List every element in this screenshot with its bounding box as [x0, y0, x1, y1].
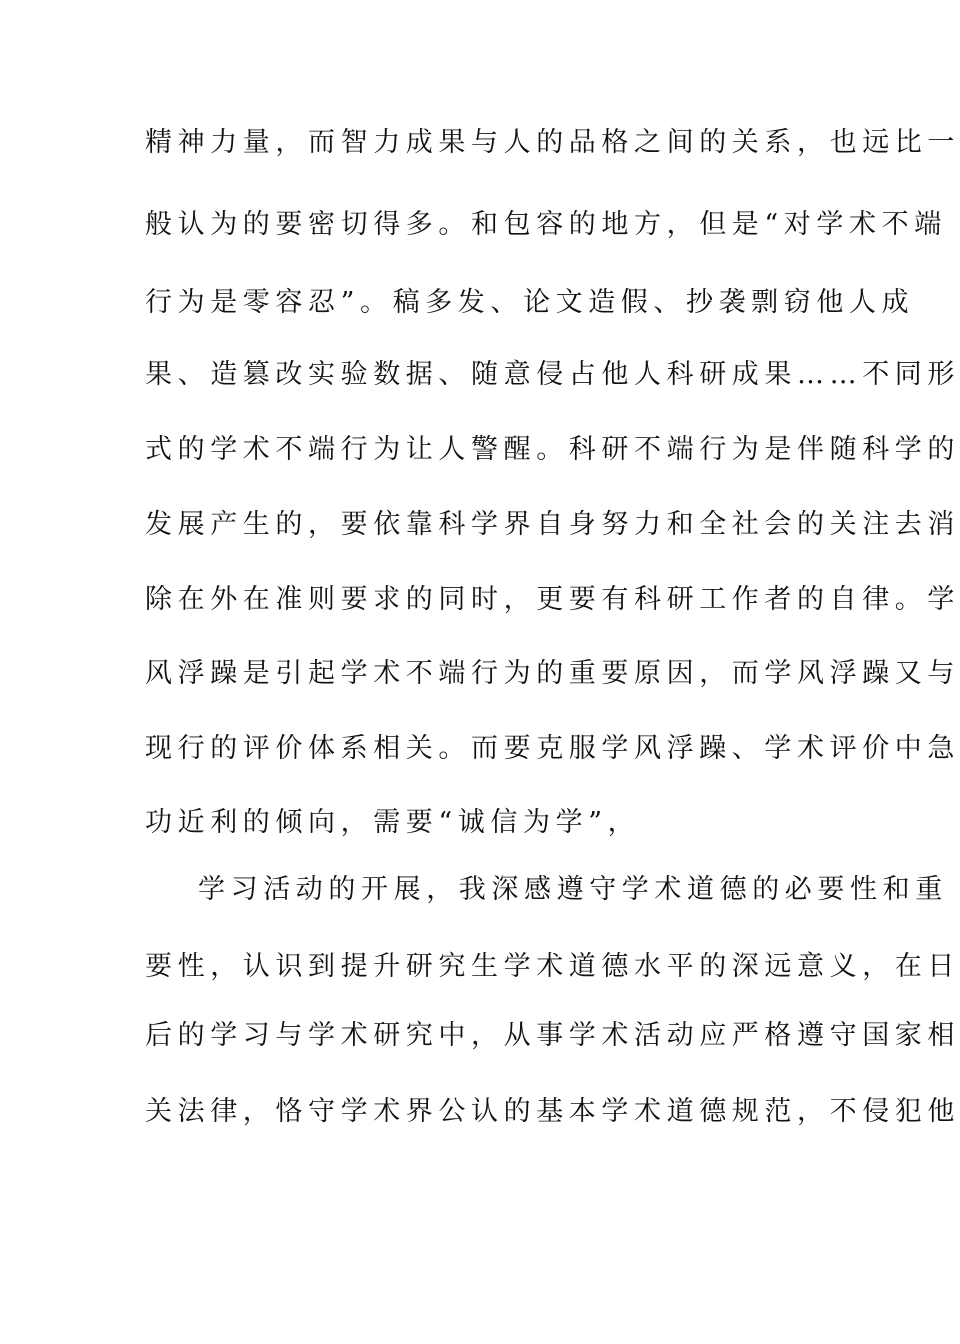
text-line: 后的学习与学术研究中，从事学术活动应严格遵守国家相 — [145, 1020, 960, 1051]
text-line: 学习活动的开展，我深感遵守学术道德的必要性和重 — [198, 874, 948, 905]
text-line: 功近利的倾向，需要“诚信为学”， — [145, 807, 641, 838]
text-line: 发展产生的，要依靠科学界自身努力和全社会的关注去消 — [145, 509, 960, 540]
text-line: 除在外在准则要求的同时，更要有科研工作者的自律。学 — [145, 584, 960, 615]
text-line: 般认为的要密切得多。和包容的地方，但是“对学术不端 — [145, 209, 947, 240]
text-line: 行为是零容忍”。稿多发、论文造假、抄袭剽窃他人成 — [145, 287, 915, 318]
text-line: 关法律，恪守学术界公认的基本学术道德规范，不侵犯他 — [145, 1096, 960, 1127]
text-line: 要性，认识到提升研究生学术道德水平的深远意义，在日 — [145, 951, 960, 982]
text-line: 精神力量，而智力成果与人的品格之间的关系，也远比一 — [145, 127, 960, 158]
text-line: 式的学术不端行为让人警醒。科研不端行为是伴随科学的 — [145, 434, 960, 465]
text-line: 现行的评价体系相关。而要克服学风浮躁、学术评价中急 — [145, 733, 960, 764]
text-line: 果、造篡改实验数据、随意侵占他人科研成果……不同形 — [145, 359, 960, 390]
text-line: 风浮躁是引起学术不端行为的重要原因，而学风浮躁又与 — [145, 658, 960, 689]
